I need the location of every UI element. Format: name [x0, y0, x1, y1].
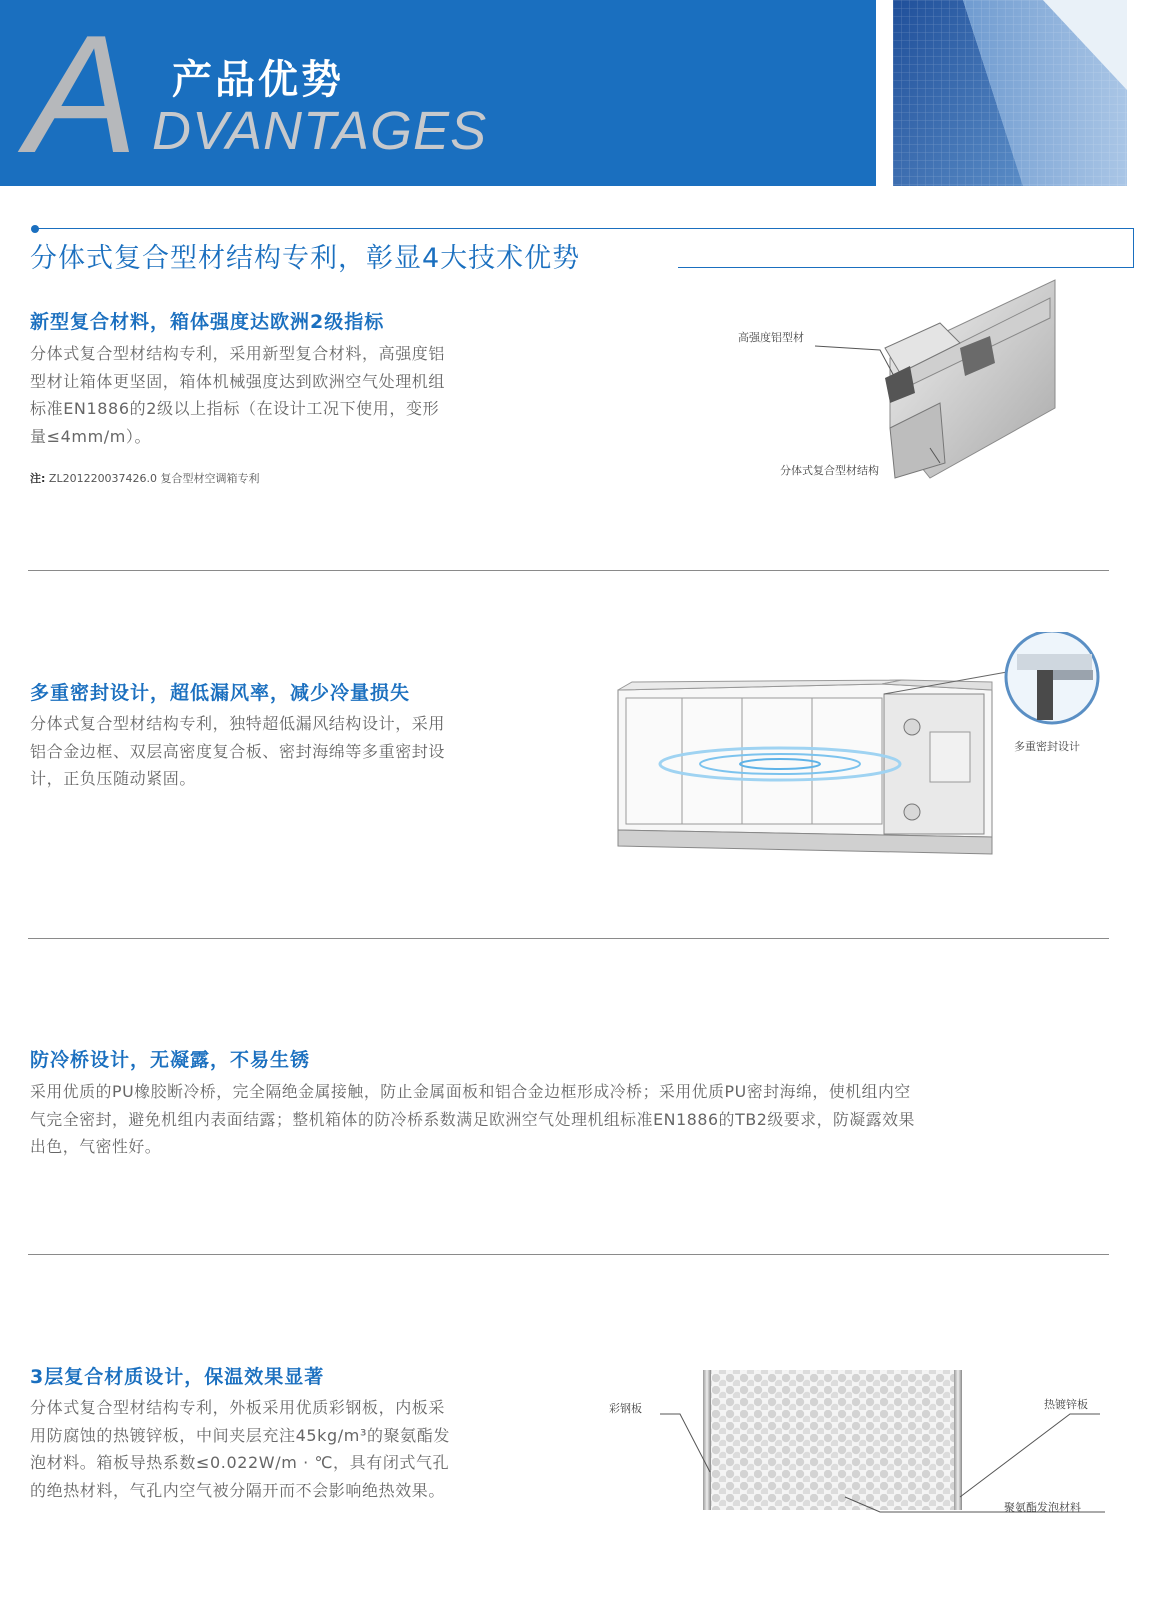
profile-illustration — [690, 278, 1070, 488]
feature-body-line: 分体式复合型材结构专利，独特超低漏风结构设计，采用 — [30, 714, 446, 733]
feature-body — [30, 710, 550, 793]
feature-body-line: 分体式复合型材结构专利，外板采用优质彩钢板，内板采 — [30, 1398, 446, 1417]
feature-body-line: 的绝热材料，气孔内空气被分隔开而不会影响绝热效果。 — [30, 1480, 446, 1500]
section-header-line — [38, 228, 1134, 229]
feature-body — [30, 340, 550, 450]
section-header-line — [678, 267, 1134, 268]
section-divider — [28, 570, 1109, 571]
section-title: 分体式复合型材结构专利，彰显4大技术优势 — [30, 243, 581, 274]
feature-body-line: 泡材料。箱板导热系数≤0.022W/m · ℃，具有闭式气孔 — [30, 1453, 450, 1472]
feature-body-line: 铝合金边框、双层高密度复合板、密封海绵等多重密封设 — [30, 741, 446, 761]
panel-layers-illustration — [600, 1362, 1120, 1522]
image-label: 高强度铝型材 — [738, 331, 804, 344]
big-letter-a: A — [26, 0, 139, 188]
section-divider — [28, 1254, 1109, 1255]
feature-body — [30, 1394, 550, 1504]
feature-body-line: 气完全密封，避免机组内表面结露；整机箱体的防冷桥系数满足欧洲空气处理机组标准EN1886的TB2级要求，防凝露效果 — [30, 1109, 915, 1129]
feature-body-line: 型材让箱体更坚固，箱体机械强度达到欧洲空气处理机组 — [30, 371, 446, 391]
image-label: 分体式复合型材结构 — [780, 464, 879, 477]
page-title-en: DVANTAGES — [152, 101, 488, 161]
feature-body-line: 采用优质的PU橡胶断冷桥，完全隔绝金属接触，防止金属面板和铝合金边框形成冷桥；采用优质PU密封海绵，使机组内空 — [30, 1082, 911, 1101]
page-title-cn: 产品优势 — [172, 57, 344, 103]
note-text: ZL201220037426.0 复合型材空调箱专利 — [48, 472, 260, 485]
image-label: 多重密封设计 — [1014, 740, 1080, 753]
section-divider — [28, 938, 1109, 939]
patent-note — [30, 470, 260, 486]
feature-body — [30, 1078, 1130, 1161]
feature-body-line: 用防腐蚀的热镀锌板，中间夹层充注45kg/m³的聚氨酯发 — [30, 1425, 450, 1445]
feature-body-line: 分体式复合型材结构专利，采用新型复合材料，高强度铝 — [30, 344, 446, 363]
feature-title: 新型复合材料，箱体强度达欧洲2级指标 — [30, 311, 385, 333]
feature-title: 防冷桥设计，无凝露，不易生锈 — [30, 1049, 311, 1071]
image-label: 热镀锌板 — [1044, 1398, 1088, 1411]
note-label: 注: — [30, 472, 46, 485]
image-label: 彩钢板 — [609, 1402, 642, 1415]
feature-body-line: 量≤4mm/m）。 — [30, 426, 152, 446]
feature-body-line: 标准EN1886的2级以上指标（在设计工况下使用，变形 — [30, 399, 440, 418]
feature-title: 多重密封设计，超低漏风率，减少冷量损失 — [30, 682, 411, 704]
section-header-dot — [31, 225, 39, 233]
feature-body-line: 出色，气密性好。 — [30, 1137, 162, 1156]
image-label: 聚氨酯发泡材料 — [1004, 1501, 1081, 1514]
building-photo — [893, 0, 1127, 186]
feature-title: 3层复合材质设计，保温效果显著 — [30, 1366, 325, 1388]
feature-body-line: 计，正负压随动紧固。 — [30, 769, 197, 788]
section-header-line — [1133, 228, 1134, 268]
